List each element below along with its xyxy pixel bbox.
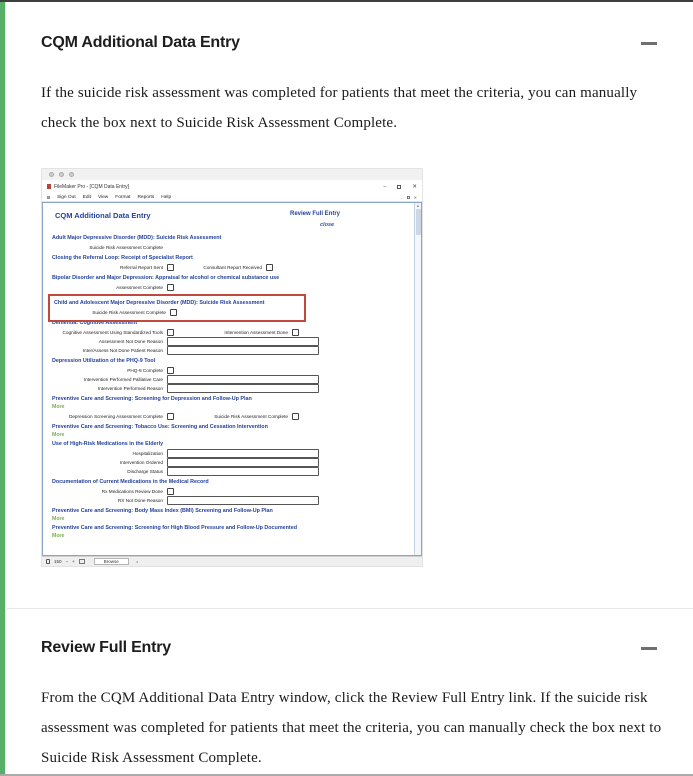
more-link[interactable]: More xyxy=(52,404,65,410)
menu-item-reports[interactable]: Reports xyxy=(137,194,155,200)
form-section-high-risk-medications xyxy=(47,441,409,476)
form-title: CQM Additional Data Entry xyxy=(55,211,151,220)
menu-bar xyxy=(42,193,422,202)
restore-button[interactable] xyxy=(397,185,401,189)
form-section-heading: Child and Adolescent Major Depressive Disorder (MDD): Suicide Risk Assessment xyxy=(54,300,265,306)
field-label: PHQ-9 Complete xyxy=(127,368,163,373)
form-section-child-adolescent-mdd xyxy=(50,300,304,317)
cqm-data-entry-form xyxy=(42,202,422,556)
field-label: Suicide Risk Assessment Complete xyxy=(214,414,288,419)
browse-mode-select[interactable]: Browse xyxy=(94,558,129,565)
review-full-entry-link[interactable]: Review Full Entry xyxy=(290,211,341,217)
field-label: Rx Medications Review Done xyxy=(101,489,163,494)
menu-item-edit[interactable]: Edit xyxy=(82,194,91,200)
field-label: Intervention Assessment Done xyxy=(224,330,288,335)
scrollbar-thumb[interactable] xyxy=(416,209,421,235)
zoom-in-button[interactable]: + xyxy=(72,559,75,564)
inter-assess-not-done-patient-reason-input[interactable] xyxy=(167,346,319,355)
field-label: Intervention Ordered xyxy=(120,460,163,465)
field-label: Hospitalization xyxy=(132,451,163,456)
field-label: Assessment Complete xyxy=(116,285,163,290)
form-section-current-medications xyxy=(47,479,409,505)
form-section-heading: Documentation of Current Medications in the Medical Record xyxy=(52,479,209,485)
form-section-heading: Preventive Care and Screening: Screening for High Blood Pressure and Follow-Up Documented xyxy=(52,525,298,531)
screenshot-window-chrome xyxy=(42,169,422,180)
status-bar xyxy=(42,556,422,566)
form-section-heading: Preventive Care and Screening: Tobacco Use: Screening and Cessation Intervention xyxy=(52,424,268,430)
minimize-button[interactable]: – xyxy=(383,183,387,190)
form-section-blood-pressure xyxy=(47,525,409,539)
section-body: From the CQM Additional Data Entry window, click the Review Full Entry link. If the suicide risk assessment was completed for patients that meet the criteria, you can manually check the box next to Suicide Risk Assessment Complete. xyxy=(41,690,662,766)
assessment-not-done-reason-input[interactable] xyxy=(167,337,319,346)
section-cqm-additional-data-entry xyxy=(7,2,693,567)
child-minimize-button[interactable]: – xyxy=(400,194,403,200)
section-body: If the suicide risk assessment was completed for patients that meet the criteria, you can manually check the box next to Suicide Risk Assessment Complete. xyxy=(41,85,638,131)
field-label: Intervention Performed Palliative Care xyxy=(83,377,163,382)
vertical-scrollbar[interactable] xyxy=(414,203,421,555)
collapse-icon[interactable] xyxy=(641,647,657,650)
form-section-bipolar-mdd xyxy=(47,275,409,292)
suicide-risk-complete-checkbox[interactable] xyxy=(292,413,299,420)
intervention-ordered-input[interactable] xyxy=(167,458,319,467)
form-section-heading: Use of High-Risk Medications in the Elderly xyxy=(52,441,164,447)
form-section-phq9 xyxy=(47,358,409,393)
menu-item-view[interactable]: View xyxy=(97,194,109,200)
embedded-screenshot xyxy=(41,168,423,567)
phq9-complete-checkbox[interactable] xyxy=(167,367,174,374)
discharge-status-input[interactable] xyxy=(167,467,319,476)
more-link[interactable]: More xyxy=(52,516,65,522)
form-section-heading: Bipolar Disorder and Major Depression: Appraisal for alcohol or chemical substance use xyxy=(52,275,280,281)
section-title: Review Full Entry xyxy=(41,639,171,656)
field-label: Suicide Risk Assessment Complete xyxy=(92,310,166,315)
form-section-closing-referral-loop xyxy=(47,255,409,272)
field-label: Referral Report Sent xyxy=(120,265,163,270)
field-label: Inter/Assess Not Done Patient Reason xyxy=(82,348,163,353)
form-section-depression-screening xyxy=(47,396,409,421)
page-back-icon[interactable]: ◂ xyxy=(135,559,138,564)
section-review-full-entry xyxy=(7,609,693,773)
accent-bar xyxy=(0,2,6,774)
depression-screening-complete-checkbox[interactable] xyxy=(167,413,174,420)
menu-item-help[interactable]: Help xyxy=(161,194,172,200)
filemaker-app-icon xyxy=(47,184,51,189)
intervention-performed-reason-input[interactable] xyxy=(167,384,319,393)
field-label: Cognitive Assessment Using Standardized Tools xyxy=(62,330,163,335)
highlight-box xyxy=(48,294,306,322)
menu-item-sign-out[interactable]: Sign Out xyxy=(57,194,76,200)
section-title: CQM Additional Data Entry xyxy=(41,34,240,51)
form-section-heading: Dementia: Cognitive Assessment xyxy=(52,320,138,326)
form-section-heading: Preventive Care and Screening: Screening for Depression and Follow-Up Plan xyxy=(52,396,252,402)
form-section-bmi-screening xyxy=(47,508,409,522)
assessment-complete-checkbox[interactable] xyxy=(167,284,174,291)
rx-medications-review-done-checkbox[interactable] xyxy=(167,488,174,495)
form-section-dementia-cognitive xyxy=(47,320,409,355)
zoom-out-button[interactable]: − xyxy=(65,559,69,564)
field-label: Consultant Report Received xyxy=(203,265,262,270)
window-dot xyxy=(49,172,54,177)
window-dot xyxy=(69,172,74,177)
more-link[interactable]: More xyxy=(52,533,65,539)
form-section-tobacco-use xyxy=(47,424,409,438)
suicide-risk-assessment-complete-checkbox[interactable] xyxy=(170,309,177,316)
zoom-level: 150 xyxy=(54,559,62,564)
rx-not-done-reason-input[interactable] xyxy=(167,496,319,505)
scroll-up-icon[interactable]: ▲ xyxy=(416,203,420,208)
field-label: Depression Screening Assessment Complete xyxy=(68,414,163,419)
field-label: RX Not Done Reason xyxy=(117,498,163,503)
consultant-report-received-checkbox[interactable] xyxy=(266,264,273,271)
field-label: Suicide Risk Assessment Complete xyxy=(89,245,163,250)
field-label: Intervention Performed Reason xyxy=(97,386,163,391)
child-close-button[interactable]: ✕ xyxy=(413,194,417,200)
collapse-icon[interactable] xyxy=(641,42,657,45)
form-section-heading: Closing the Referral Loop: Receipt of Specialist Report xyxy=(52,255,193,261)
layout-mode-icon[interactable] xyxy=(79,559,85,564)
hospitalization-input[interactable] xyxy=(167,449,319,458)
lock-icon xyxy=(46,559,50,564)
close-button[interactable]: ✕ xyxy=(412,183,417,190)
layout-menu-icon xyxy=(47,196,50,199)
form-section-heading: Preventive Care and Screening: Body Mass Index (BMI) Screening and Follow-Up Plan xyxy=(52,508,273,514)
field-label: Discharge Status xyxy=(127,469,163,474)
child-restore-button[interactable] xyxy=(407,196,410,199)
intervention-assessment-done-checkbox[interactable] xyxy=(292,329,299,336)
cognitive-assessment-checkbox[interactable] xyxy=(167,329,174,336)
referral-report-sent-checkbox[interactable] xyxy=(167,264,174,271)
menu-item-format[interactable]: Format xyxy=(115,194,131,200)
form-section-heading: Depression Utilization of the PHQ-9 Tool xyxy=(52,358,156,364)
window-dot xyxy=(59,172,64,177)
intervention-performed-palliative-care-input[interactable] xyxy=(167,375,319,384)
window-titlebar xyxy=(42,180,422,193)
field-label: Assessment Not Done Reason xyxy=(98,339,163,344)
close-link[interactable]: close xyxy=(320,222,335,228)
form-section-adult-mdd xyxy=(47,235,409,252)
form-section-heading: Adult Major Depressive Disorder (MDD): Suicide Risk Assessment xyxy=(52,235,222,241)
window-title: FileMaker Pro - [CQM Data Entry] xyxy=(54,183,130,190)
more-link[interactable]: More xyxy=(52,432,65,438)
